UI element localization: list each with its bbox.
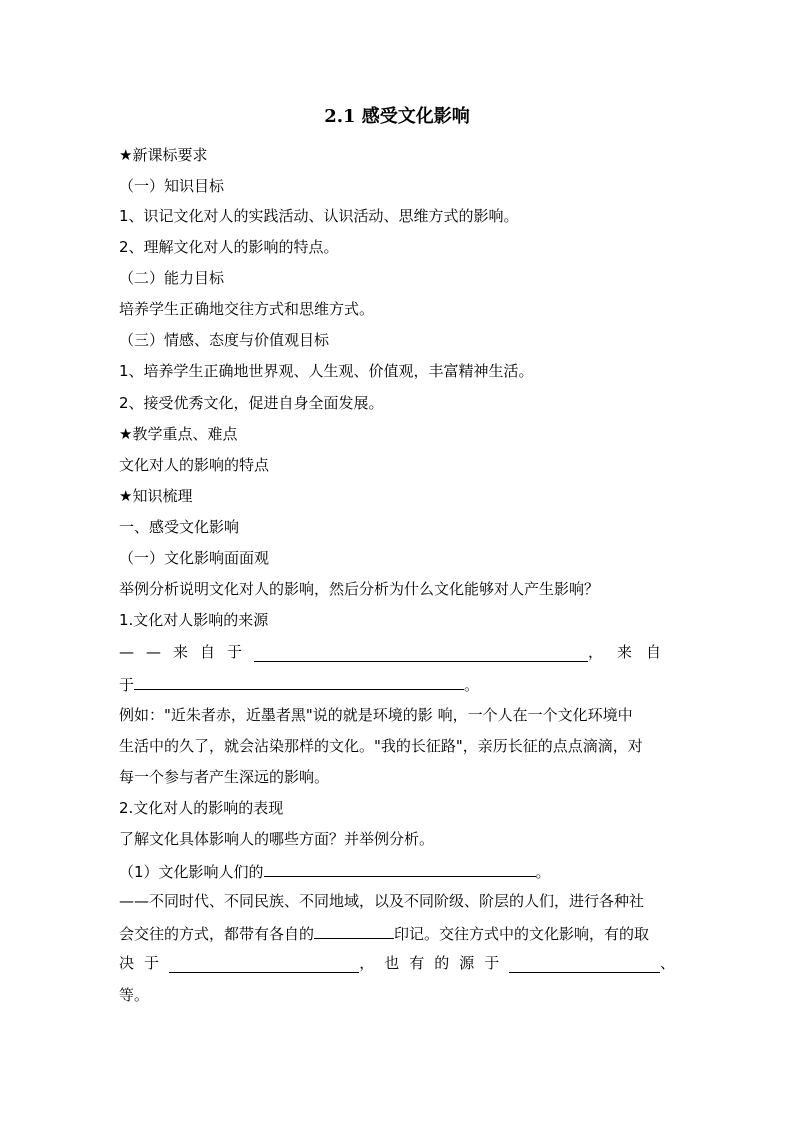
source-cont-prefix: 于 [119, 676, 135, 694]
source-end: 。 [464, 676, 480, 694]
key-point-1: 文化对人的影响的特点 [119, 456, 270, 474]
example-line-2: 生活中的久了，就会沾染那样的文化。"我的长征路"，亲历长征的点点滴滴，对 [119, 737, 643, 755]
item-1-prefix: （1）文化影响人们的 [119, 863, 264, 881]
description-3-end: 、 [659, 954, 675, 972]
subsection-1-heading: （一）文化影响面面观 [119, 549, 270, 567]
description-line-4: 等。 [119, 986, 150, 1004]
heading-ability-goal: （二）能力目标 [119, 269, 225, 287]
source-prefix: ——来自于 [119, 643, 255, 661]
example-line-1: 例如："近朱者赤，近墨者黑"说的就是环境的影 响，一个人在一个文化环境中 [119, 706, 633, 724]
point-2-heading: 2.文化对人的影响的表现 [119, 799, 284, 817]
source-origin-blank[interactable] [509, 956, 660, 973]
culture-blank[interactable] [314, 922, 394, 939]
item-1-end: 。 [535, 863, 551, 881]
question-1: 举例分析说明文化对人的影响，然后分析为什么文化能够对人产生影响？ [119, 580, 600, 598]
item-1 [119, 860, 675, 882]
heading-knowledge-sort: ★知识梳理 [119, 487, 193, 505]
section-1-heading: 一、感受文化影响 [119, 518, 240, 536]
knowledge-goal-2: 2、理解文化对人的影响的特点。 [119, 238, 339, 256]
source-middle: ，来自 [587, 643, 675, 661]
source-line-cont [119, 673, 675, 695]
description-line-2 [119, 922, 675, 944]
emotion-goal-1: 1、培养学生正确地世界观、人生观、价值观，丰富精神生活。 [119, 362, 534, 380]
heading-curriculum: ★新课标要求 [119, 146, 208, 164]
heading-knowledge-goal: （一）知识目标 [119, 177, 225, 195]
item-1-blank[interactable] [264, 860, 536, 877]
heading-emotion-goal: （三）情感、态度与价值观目标 [119, 331, 330, 349]
page-title: 2.1 感受文化影响 [324, 106, 470, 127]
point-1-heading: 1.文化对人影响的来源 [119, 611, 269, 629]
question-2: 了解文化具体影响人的哪些方面？并举例分析。 [119, 830, 435, 848]
ability-goal-1: 培养学生正确地交往方式和思维方式。 [119, 300, 375, 318]
heading-key-points: ★教学重点、难点 [119, 425, 238, 443]
source-blank-1[interactable] [254, 645, 588, 662]
depend-blank[interactable] [169, 956, 359, 973]
description-3-middle: ，也有的源于 [359, 954, 510, 972]
description-2-prefix: 会交往的方式，都带有各自的 [119, 925, 315, 943]
description-3-prefix: 决于 [119, 954, 170, 972]
example-line-3: 每一个参与者产生深远的影响。 [119, 768, 330, 786]
source-line [119, 642, 675, 662]
knowledge-goal-1: 1、识记文化对人的实践活动、认识活动、思维方式的影响。 [119, 207, 519, 225]
description-2-suffix: 印记。交往方式中的文化影响，有的取 [394, 925, 650, 943]
emotion-goal-2: 2、接受优秀文化，促进自身全面发展。 [119, 394, 384, 412]
description-line-3 [119, 953, 675, 973]
description-line-1: ——不同时代、不同民族、不同地域，以及不同阶级、阶层的人们，进行各种社 [119, 892, 645, 910]
source-blank-2[interactable] [134, 673, 464, 690]
